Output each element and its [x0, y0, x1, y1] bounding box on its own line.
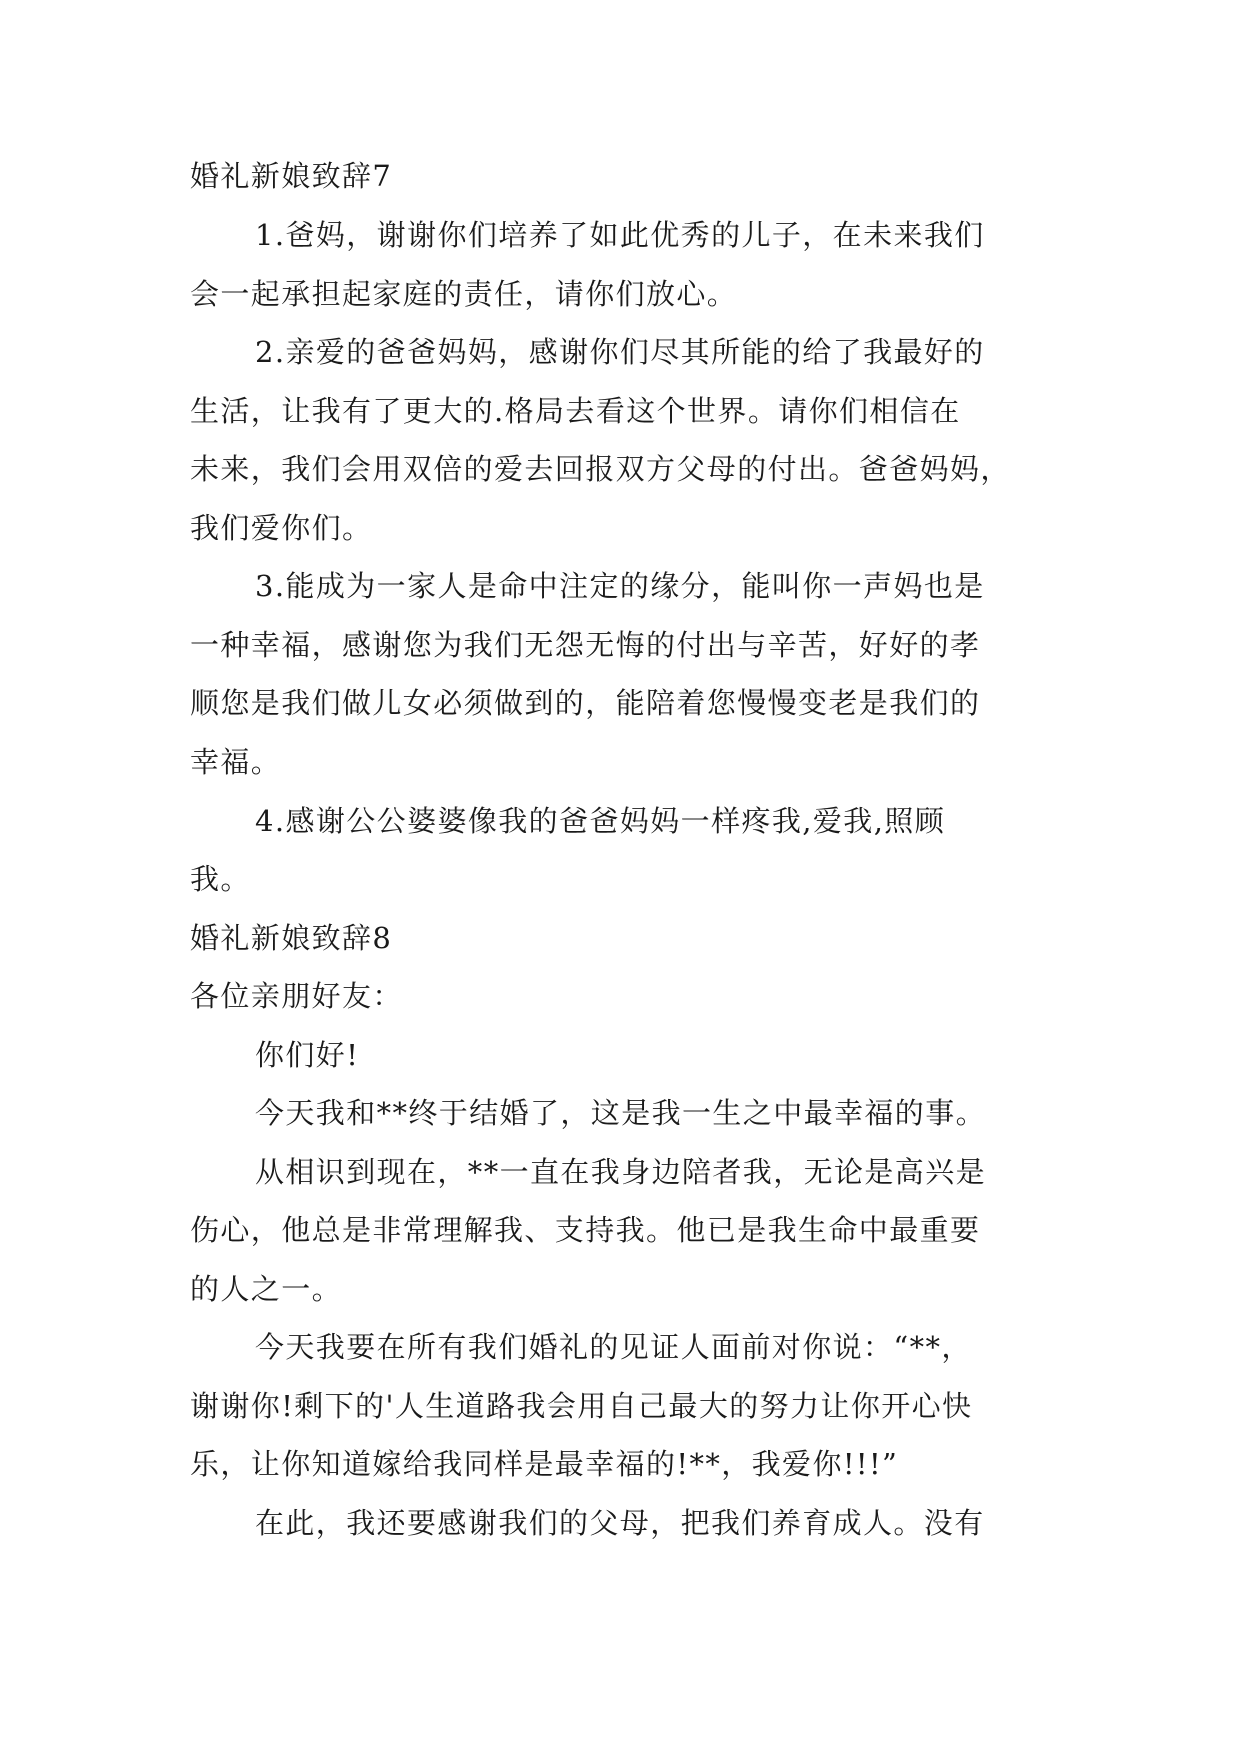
paragraph-line: 未来，我们会用双倍的爱去回报双方父母的付出。爸爸妈妈， [190, 452, 1011, 486]
paragraph-line: 会一起承担起家庭的责任，请你们放心。 [190, 277, 738, 311]
greeting-line: 各位亲朋好友： [190, 979, 403, 1013]
paragraph-line: 今天我要在所有我们婚礼的见证人面前对你说：“**， [255, 1330, 972, 1364]
paragraph-line: 1.爸妈，谢谢你们培养了如此优秀的儿子，在未来我们 [255, 218, 985, 252]
paragraph-line: 2.亲爱的爸爸妈妈，感谢你们尽其所能的给了我最好的 [255, 335, 985, 369]
paragraph-line: 伤心，他总是非常理解我、支持我。他已是我生命中最重要 [190, 1213, 981, 1247]
paragraph-line: 4.感谢公公婆婆像我的爸爸妈妈一样疼我,爱我,照顾 [255, 804, 946, 838]
section-heading-8: 婚礼新娘致辞8 [190, 921, 393, 955]
paragraph-line: 我们爱你们。 [190, 511, 373, 545]
hello-line: 你们好! [255, 1038, 360, 1072]
paragraph-line: 谢谢你!剩下的'人生道路我会用自己最大的努力让你开心快 [190, 1389, 973, 1423]
paragraph-line: 一种幸福，感谢您为我们无怨无悔的付出与辛苦，好好的孝 [190, 628, 981, 662]
paragraph-line: 在此，我还要感谢我们的父母，把我们养育成人。没有 [255, 1506, 985, 1540]
paragraph-line: 顺您是我们做儿女必须做到的，能陪着您慢慢变老是我们的 [190, 686, 981, 720]
paragraph-line: 幸福。 [190, 745, 282, 779]
paragraph-line: 生活，让我有了更大的.格局去看这个世界。请你们相信在 [190, 394, 961, 428]
paragraph-line: 3.能成为一家人是命中注定的缘分，能叫你一声妈也是 [255, 569, 985, 603]
paragraph-line: 我。 [190, 862, 251, 896]
section-heading-7: 婚礼新娘致辞7 [190, 159, 393, 193]
paragraph-line: 乐，让你知道嫁给我同样是最幸福的!**，我爱你!!!” [190, 1447, 899, 1481]
paragraph-line: 从相识到现在，**一直在我身边陪者我，无论是高兴是 [255, 1155, 987, 1189]
paragraph-line: 的人之一。 [190, 1272, 343, 1306]
paragraph-line: 今天我和**终于结婚了，这是我一生之中最幸福的事。 [255, 1096, 987, 1130]
